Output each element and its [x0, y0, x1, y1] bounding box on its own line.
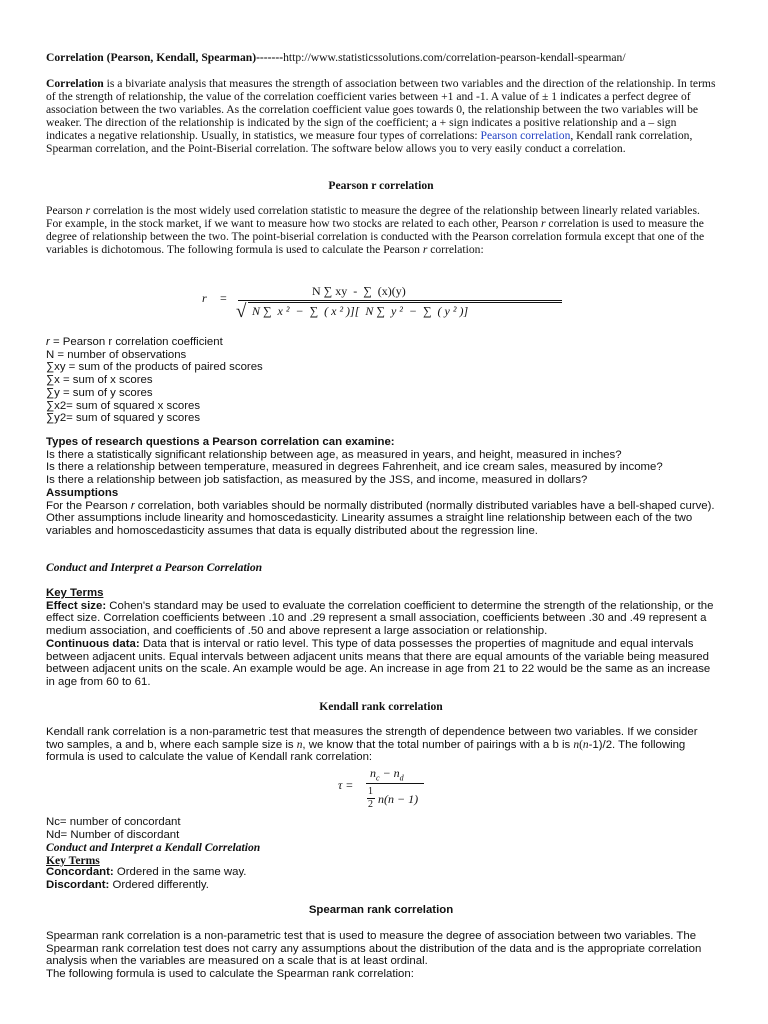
pearson-p1-d: correlation: — [427, 242, 484, 256]
assumptions-heading: Assumptions — [46, 486, 119, 499]
conduct-pearson-text: Conduct and Interpret a Pearson Correlation — [46, 561, 263, 574]
pearson-correlation-link[interactable]: Pearson correlation — [480, 128, 571, 142]
pearson-p1-c: correlation is used to measure the degree of relationship between the two. The point-biserial correlation is conducted with the Pearson correlation formula except that one of the variables is dichotomous. The following formula is used to calculate the Pearson — [46, 216, 705, 256]
concordant-text: Ordered in the same way. — [113, 866, 247, 878]
kendall-p1-c: ( — [579, 738, 583, 751]
n-symbol: n — [573, 738, 580, 751]
kendall-paragraph — [46, 726, 716, 764]
spearman-paragraph: Spearman rank correlation is a non-parametric test that is used to measure the degree of association between two variables. The Spearman rank correlation test does not carry any assumptions about the distribution of the data and is the appropriate correlation analysis when the variables are measured on a scale that is at least ordinal. — [46, 930, 702, 968]
kendall-heading-text: Kendall rank correlation — [319, 700, 443, 713]
legend-item: ∑y = sum of y scores — [46, 386, 153, 399]
legend-item: ∑y2= sum of squared y scores — [46, 412, 201, 425]
formula-equals: = — [220, 291, 227, 305]
kendall-formula — [338, 766, 438, 814]
sqrt-bar — [248, 302, 562, 303]
intro-lead: Correlation — [46, 77, 104, 90]
legend-item: ∑x2= sum of squared x scores — [46, 399, 201, 412]
assumptions-a: For the Pearson — [46, 499, 131, 512]
continuous-data-label: Continuous data: — [46, 637, 140, 650]
effect-size-text: Cohen's standard may be used to evaluate the correlation coefficient to determine the strength of the relationship, or the effect size. Correlation coefficients between .10 and .29 represent a small association, coefficients between .30 and .49 represent a medium association, and coefficients of .50 and above represent a large association or relationship. — [46, 599, 714, 638]
conduct-kendall-text: Conduct and Interpret a Kendall Correlation — [46, 841, 261, 854]
continuous-data-term — [46, 638, 716, 689]
spearman-section — [46, 930, 716, 981]
formula-numerator: N ∑ xy - ∑ (x)(y) — [312, 284, 406, 298]
question-item: Is there a statistically significant relationship between age, as measured in years, and height, measured in inches? — [46, 448, 622, 461]
research-questions — [46, 436, 716, 538]
concordant-term — [46, 866, 716, 879]
pearson-formula — [200, 284, 570, 326]
source-url: http://www.statisticssolutions.com/correlation-pearson-kendall-spearman/ — [283, 51, 626, 64]
half-bottom: 2 — [368, 799, 373, 810]
pearson-p1-b: correlation is the most widely used correlation statistic to measure the degree of the relationship between linearly related variables. For example, in the stock market, if we want to measure how two stocks are related to each other, Pearson — [46, 204, 700, 230]
legend-text: = Pearson r correlation coefficient — [49, 336, 223, 348]
nc-n: n — [370, 766, 376, 780]
question-item: Is there a relationship between job satisfaction, as measured by the JSS, and income, measured in dollars? — [46, 474, 588, 487]
spearman-heading-text: Spearman rank correlation — [308, 904, 454, 916]
n-symbol: n — [582, 738, 589, 751]
key-terms-heading: Key Terms — [46, 853, 100, 867]
minus-sign: − — [379, 766, 394, 780]
effect-size-term — [46, 600, 716, 638]
kendall-p1-b: , we know that the total number of pairings with a b is — [302, 738, 574, 751]
conduct-kendall — [46, 842, 716, 868]
discordant-term — [46, 879, 716, 892]
concordant-label: Concordant: — [46, 866, 114, 878]
discordant-label: Discordant: — [46, 878, 110, 891]
formula-fraction-bar — [238, 300, 562, 301]
continuous-data-text: Data that is interval or ratio level. This type of data possesses the properties of magnitude and equal intervals between adjacent units. Equal intervals between adjacent units means that there are equal amounts of the variable being measured between adjacent units on the scale. An example would be age. An increase in age from 21 to 22 would be the same as an increase in age from 60 to 61. — [46, 637, 711, 688]
assumptions-b: correlation, both variables should be normally distributed (normally distributed variables have a bell-shaped curve). Other assumptions include linearity and homoscedasticity. Linearity assumes a straight line relationship between each of the two variables and homoscedasticity assumes that data is equally distributed about the regression line. — [46, 499, 715, 537]
key-terms-heading: Key Terms — [46, 587, 104, 599]
doc-title: Correlation (Pearson, Kendall, Spearman)------- — [46, 51, 284, 64]
discordant-text: Ordered differently. — [109, 878, 209, 891]
pearson-p1-a: Pearson — [46, 204, 86, 217]
effect-size-label: Effect size: — [46, 599, 107, 612]
pearson-r-symbol: r — [130, 499, 135, 512]
assumptions-text — [46, 500, 716, 538]
kendall-key-terms — [46, 866, 716, 891]
kendall-fraction-bar — [366, 783, 424, 784]
kendall-p1-a: Kendall rank correlation is a non-parametric test that measures the strength of dependence between two variables. If we consider two samples, a and b, where each sample size is — [46, 726, 698, 751]
intro-paragraph — [46, 78, 716, 155]
spearman-formula-intro: The following formula is used to calculate the Spearman rank correlation: — [46, 968, 414, 981]
formula-denominator: N ∑ x ² − ∑ ( x ² )][ N ∑ y ² − ∑ ( y ² )] — [252, 304, 469, 318]
legend-item: Nc= number of concordant — [46, 816, 181, 828]
spearman-heading — [46, 904, 716, 917]
kendall-numerator — [370, 766, 404, 782]
kendall-denominator: n(n − 1) — [378, 792, 419, 806]
nd-sub: d — [399, 773, 404, 783]
legend-item: ∑xy = sum of the products of paired scores — [46, 361, 263, 374]
n-symbol: n — [296, 738, 303, 751]
kendall-heading — [46, 701, 716, 714]
kendall-legend — [46, 816, 716, 841]
legend-item: ∑x = sum of x scores — [46, 374, 153, 387]
sqrt-icon: √ — [236, 301, 247, 322]
tau-lhs: τ = — [338, 778, 354, 792]
pearson-r-symbol: r — [422, 242, 428, 256]
conduct-pearson — [46, 562, 716, 575]
header-line — [46, 52, 716, 65]
pearson-heading-text: Pearson r correlation — [328, 179, 434, 192]
legend-item — [46, 336, 716, 349]
pearson-key-terms — [46, 587, 716, 689]
kendall-p1-d: -1)/2. The following formula is used to calculate the value of Kendall rank correlation: — [46, 738, 686, 764]
nd-n: n — [393, 766, 400, 780]
pearson-r-symbol: r — [85, 204, 91, 217]
half-top: 1 — [368, 786, 373, 797]
intro-text-b: , Kendall rank correlation, Spearman correlation, and the Point-Biserial correlation. The software below allows you to very easily conduct a correlation. — [46, 128, 693, 155]
pearson-r-symbol: r — [541, 216, 546, 230]
nc-sub: c — [376, 773, 380, 783]
pearson-paragraph — [46, 205, 716, 257]
intro-text-a: is a bivariate analysis that measures the strength of association between two variables and the direction of the relationship. In terms of the strength of relationship, the value of the correlation coefficient varies between +1 and -1. A value of ± 1 indicates a perfect degree of association between the two variables. As the correlation coefficient value goes towards 0, the relationship between the two variables will be weaker. The direction of the relationship is indicated by the sign of the coefficient; a + sign indicates a positive relationship and a – sign indicates a negative relationship. Usually, in statistics, we measure four types of correlations: — [46, 77, 716, 142]
legend-item: N = number of observations — [46, 348, 187, 361]
pearson-legend — [46, 336, 716, 425]
questions-heading: Types of research questions a Pearson correlation can examine: — [46, 436, 395, 448]
formula-lhs: r — [202, 291, 207, 305]
legend-symbol: r — [46, 336, 50, 348]
pearson-heading — [46, 180, 716, 193]
legend-item: Nd= Number of discordant — [46, 828, 180, 841]
question-item: Is there a relationship between temperature, measured in degrees Fahrenheit, and ice cream sales, measured by income? — [46, 461, 663, 474]
